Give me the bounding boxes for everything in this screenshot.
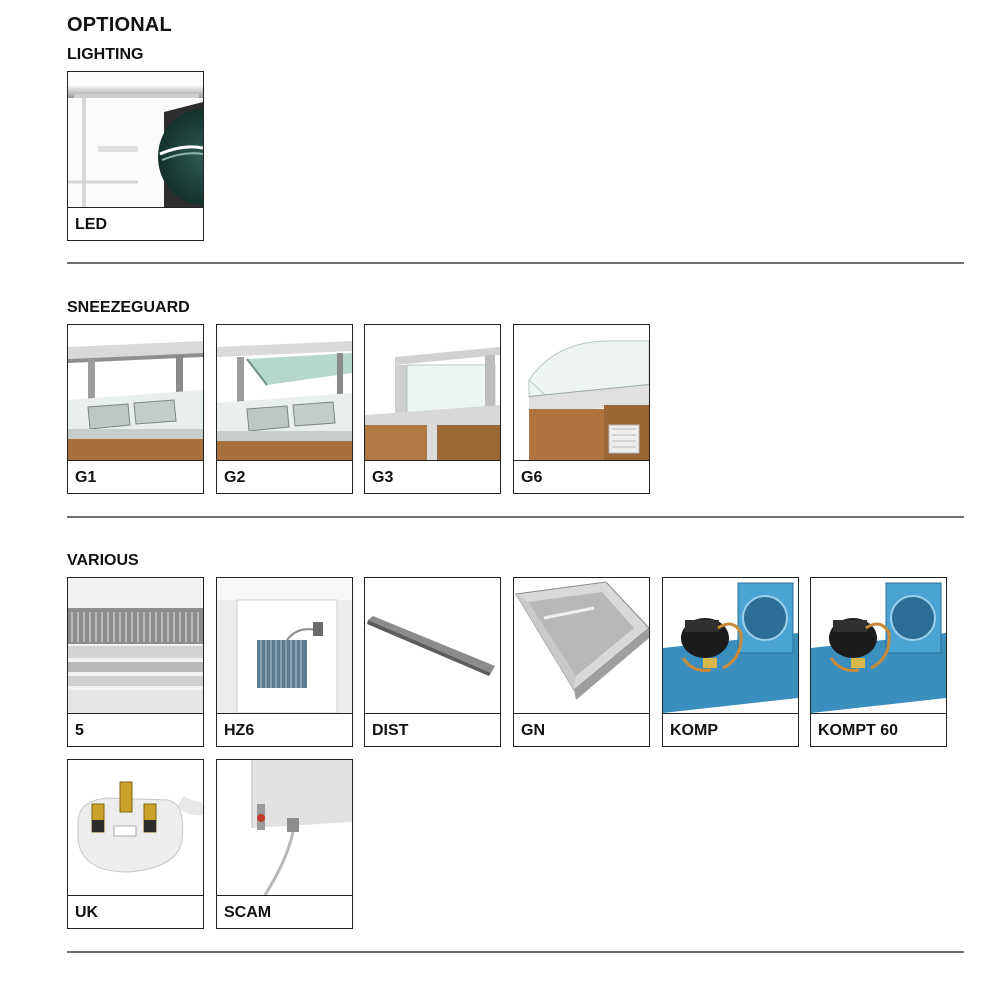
option-card-g6 — [513, 324, 650, 494]
option-code-label: KOMP — [663, 713, 798, 746]
option-card-5 — [67, 577, 204, 747]
led-light-image — [68, 72, 203, 207]
sneezeguard-g1-image — [68, 325, 203, 460]
option-card-led — [67, 71, 204, 241]
option-card-dist — [364, 577, 501, 747]
option-code-label: LED — [68, 207, 203, 240]
evaporator-unit-image — [217, 578, 352, 713]
option-code-label: G1 — [68, 460, 203, 493]
section-divider — [67, 262, 964, 264]
section-divider — [67, 516, 964, 518]
grille-shelf-image — [68, 578, 203, 713]
option-card-g3 — [364, 324, 501, 494]
option-card-scam — [216, 759, 353, 929]
option-card-gn — [513, 577, 650, 747]
option-card-uk — [67, 759, 204, 929]
option-card-g1 — [67, 324, 204, 494]
option-code-label: GN — [514, 713, 649, 746]
uk-plug-image — [68, 760, 203, 895]
option-code-label: G6 — [514, 460, 649, 493]
option-card-g2 — [216, 324, 353, 494]
option-code-label: HZ6 — [217, 713, 352, 746]
option-code-label: G2 — [217, 460, 352, 493]
sneezeguard-g3-image — [365, 325, 500, 460]
page-title: OPTIONAL — [67, 14, 172, 36]
option-card-kompt-60 — [810, 577, 947, 747]
compressor-unit-image — [663, 578, 798, 713]
sneezeguard-g2-image — [217, 325, 352, 460]
option-code-label: SCAM — [217, 895, 352, 928]
option-code-label: UK — [68, 895, 203, 928]
section-heading-sneezeguard: SNEEZEGUARD — [67, 299, 190, 316]
section-divider — [67, 951, 964, 953]
drain-valve-image — [217, 760, 352, 895]
distance-bar-image — [365, 578, 500, 713]
option-card-komp — [662, 577, 799, 747]
option-card-hz6 — [216, 577, 353, 747]
compressor-unit-image — [811, 578, 946, 713]
option-code-label: KOMPT 60 — [811, 713, 946, 746]
gastronorm-pan-image — [514, 578, 649, 713]
sneezeguard-g6-image — [514, 325, 649, 460]
option-code-label: G3 — [365, 460, 500, 493]
section-heading-various: VARIOUS — [67, 552, 139, 569]
section-heading-lighting: LIGHTING — [67, 46, 144, 63]
option-code-label: 5 — [68, 713, 203, 746]
option-code-label: DIST — [365, 713, 500, 746]
